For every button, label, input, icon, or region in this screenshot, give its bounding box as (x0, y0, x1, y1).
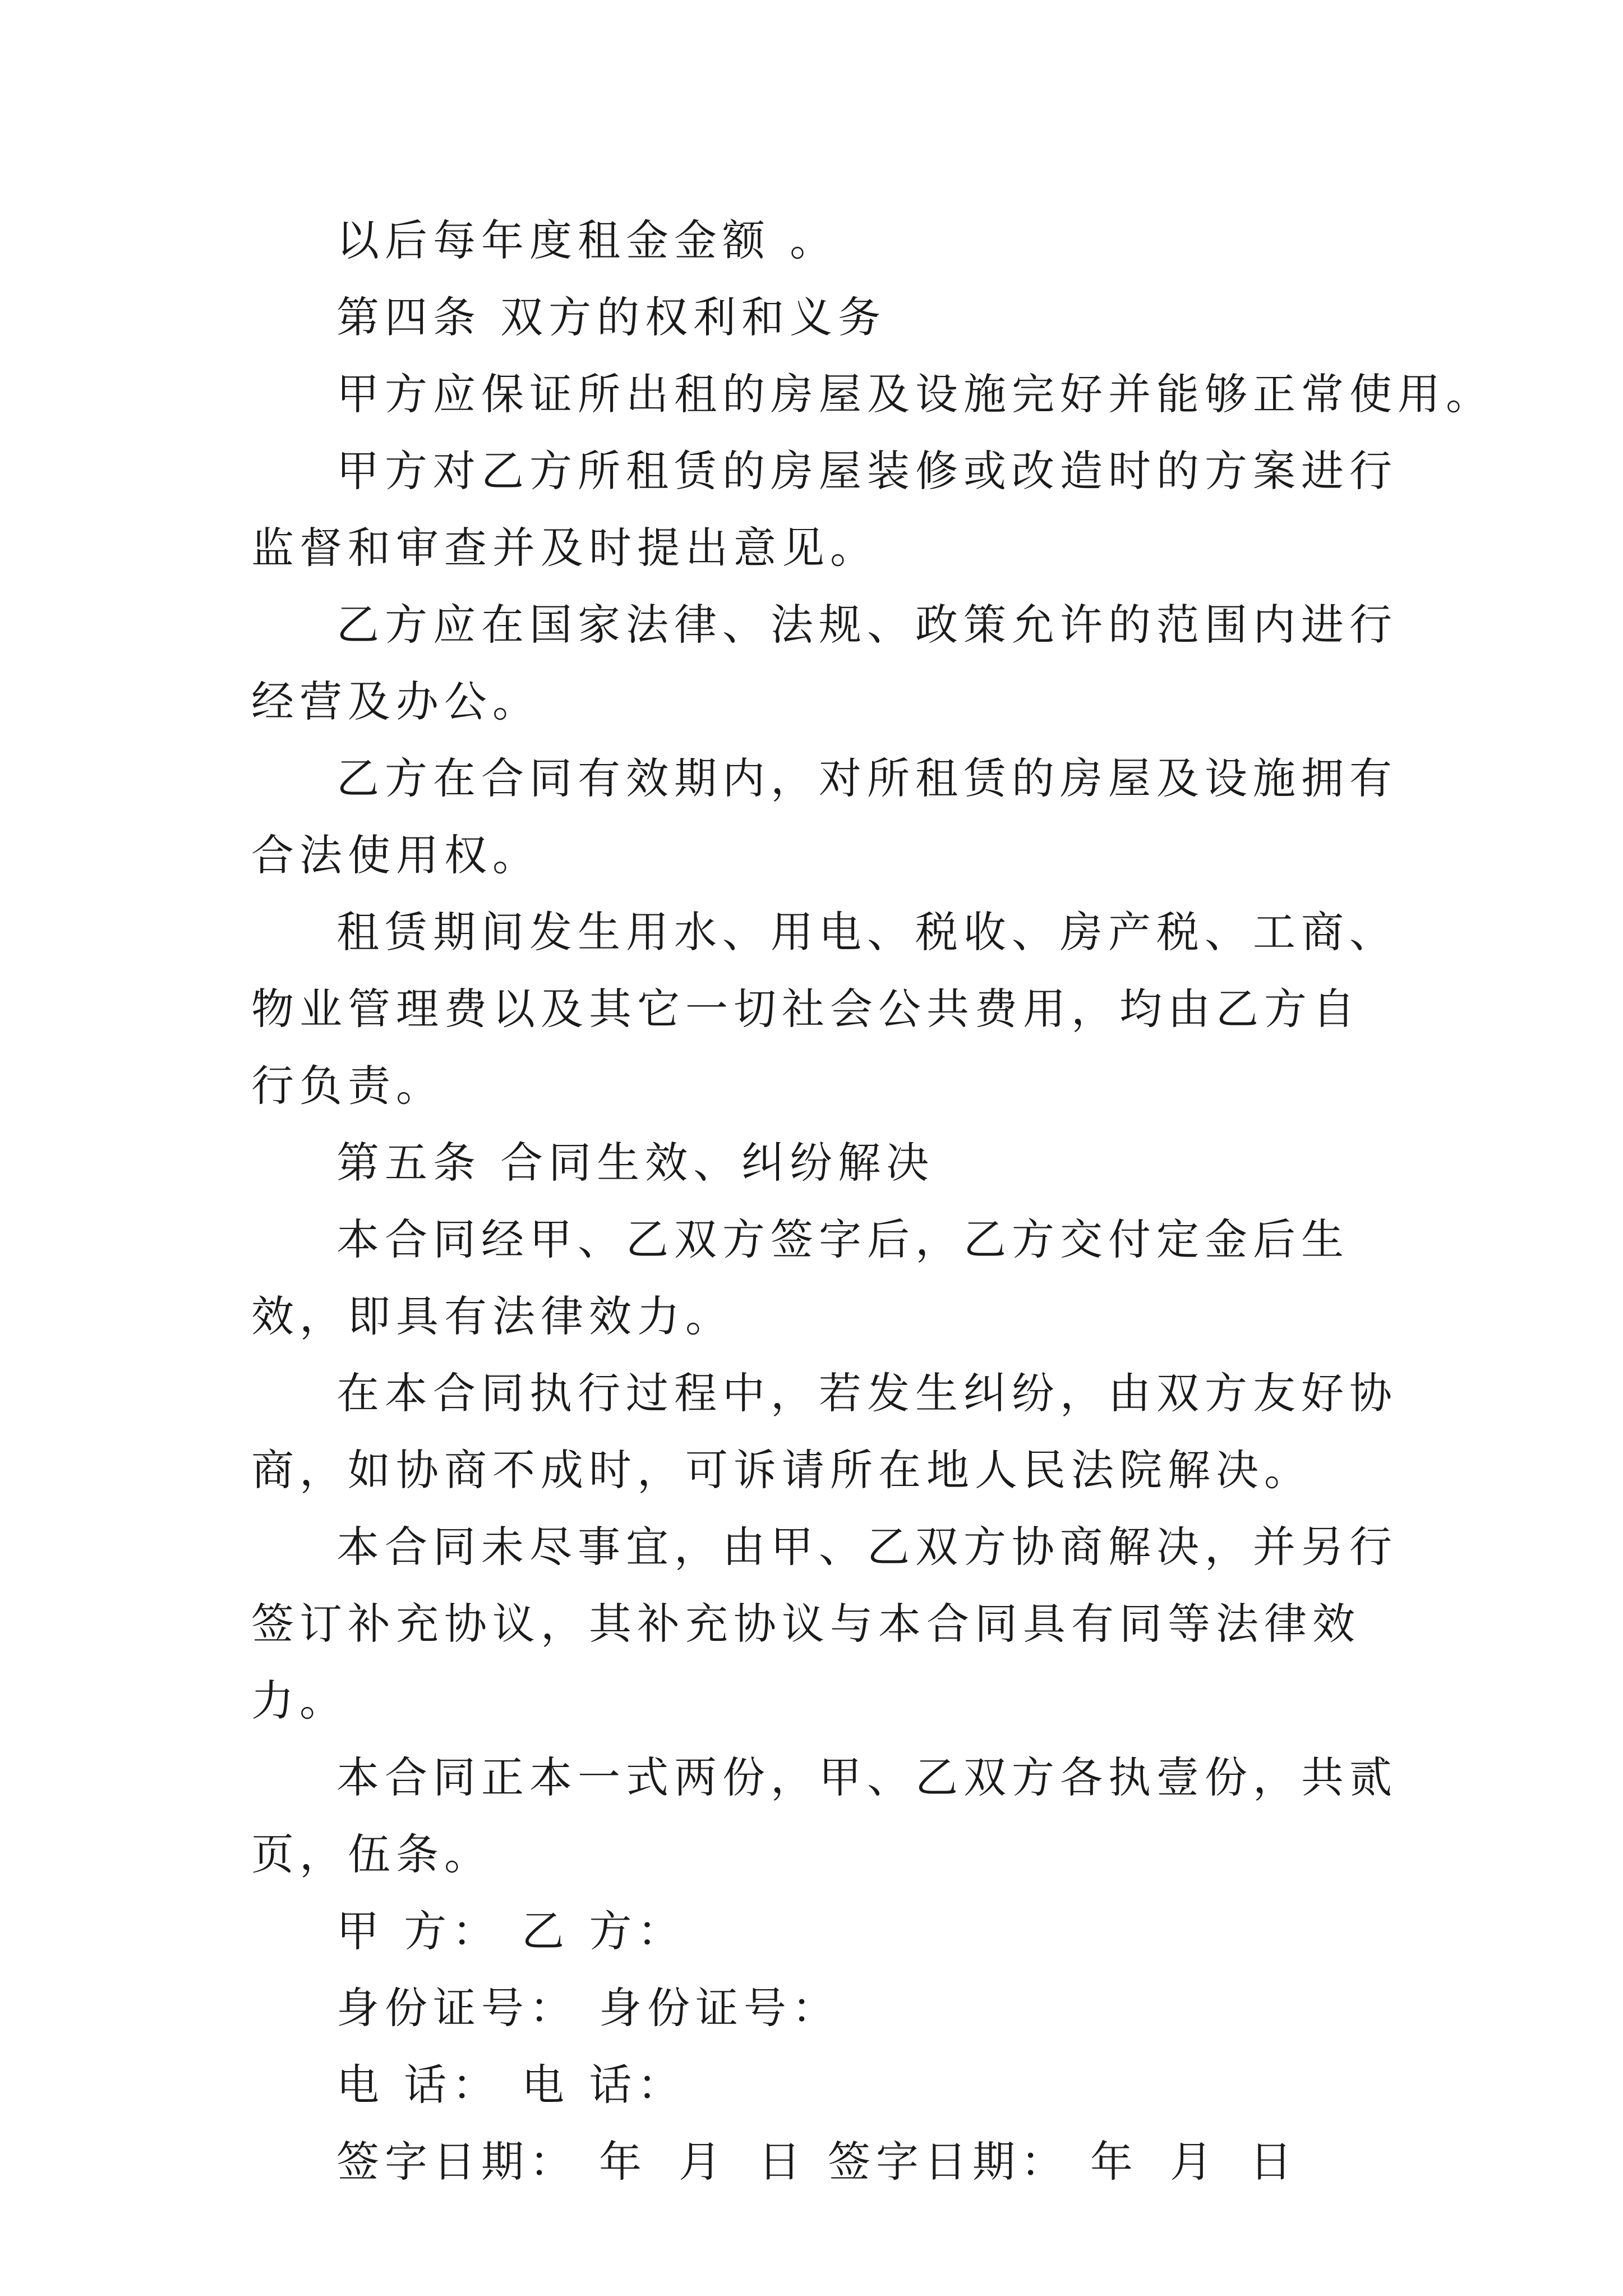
date-a-month: 月 (679, 2137, 727, 2187)
paragraph-rent-amount: 以后每年度租金金额 。 (336, 215, 838, 265)
date-a-day: 日 (758, 2137, 806, 2187)
document-body (251, 202, 1494, 2200)
section-heading-article-5: 第五条 合同生效、纠纷解决 (336, 1138, 935, 1188)
paragraph-fees-responsibility: 租赁期间发生用水、用电、税收、房产税、工商、物业管理费以及其它一切社会公共费用，均由乙方自行负责。 (251, 907, 1398, 1111)
party-b-label: 乙 方： (522, 1906, 686, 1956)
paragraph-party-b-usage-right: 乙方在合同有效期内，对所租赁的房屋及设施拥有合法使用权。 (251, 753, 1398, 880)
paragraph-copies: 本合同正本一式两份，甲、乙双方各执壹份，共贰页，伍条。 (251, 1752, 1398, 1879)
signature-row-phone (251, 2046, 1401, 2123)
party-a-label: 甲 方： (336, 1906, 501, 1956)
paragraph-party-a-supervision: 甲方对乙方所租赁的房屋装修或改造时的方案进行监督和审查并及时提出意见。 (251, 446, 1398, 573)
date-b-day: 日 (1249, 2137, 1298, 2187)
date-a-label: 签字日期： (336, 2137, 578, 2187)
paragraph-supplementary-agreement: 本合同未尽事宜，由甲、乙双方协商解决，并另行签订补充协议，其补充协议与本合同具有同等法律效力。 (251, 1522, 1398, 1726)
id-b-label: 身份证号： (599, 1983, 840, 2033)
date-b-year: 年 (1090, 2137, 1138, 2187)
signature-row-id (251, 1970, 1401, 2046)
date-b-label: 签字日期： (828, 2137, 1069, 2187)
paragraph-party-a-guarantee: 甲方应保证所出租的房屋及设施完好并能够正常使用。 (336, 369, 1494, 419)
paragraph-dispute-resolution: 在本合同执行过程中，若发生纠纷，由双方友好协商，如协商不成时，可诉请所在地人民法院解决。 (251, 1368, 1398, 1495)
section-heading-article-4: 第四条 双方的权利和义务 (336, 292, 887, 342)
phone-a-label: 电 话： (336, 2060, 501, 2110)
phone-b-label: 电 话： (522, 2060, 686, 2110)
signature-row-date (251, 2123, 1401, 2200)
paragraph-contract-effective: 本合同经甲、乙双方签字后，乙方交付定金后生效，即具有法律效力。 (251, 1214, 1349, 1341)
paragraph-party-b-business-scope: 乙方应在国家法律、法规、政策允许的范围内进行经营及办公。 (251, 600, 1398, 726)
date-b-month: 月 (1170, 2137, 1218, 2187)
id-a-label: 身份证号： (336, 1983, 578, 2033)
signature-row-parties (251, 1893, 1401, 1970)
date-a-year: 年 (599, 2137, 647, 2187)
